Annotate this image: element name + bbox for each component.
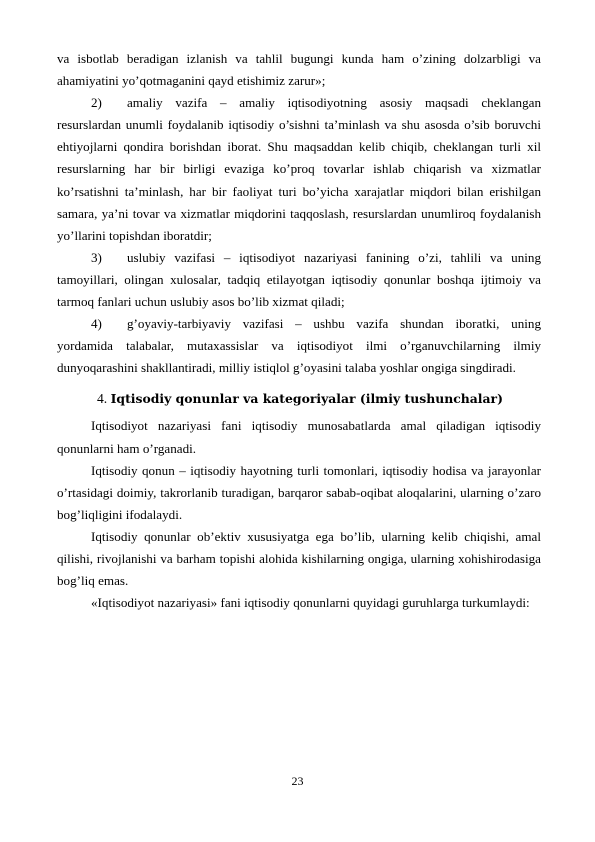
list-item-4	[57, 313, 541, 379]
list-item-text: amaliy vazifa – amaliy iqtisodiyotning asosiy maqsadi cheklangan resurslardan unumli foydalanib iqtisodiy o’sishni ta’minlash va shu asosda o’sib boruvchi ehtiyojlarni qondira borishdan iborat. Shu maqsaddan kelib chiqib, cheklangan turli xil resurslarning har bir birligi evaziga ko’proq tovarlar ishlab chiqarish va xizmatlar ko’rsatishni ta’minlash, har bir faoliyat turi bo’yicha xarajatlar miqdori bilan erishilgan samara, ya’ni tovar va xizmatlar miqdorini taqqoslash, resurslardan unumliroq foydalanish yo’llarini topishdan iboratdir;	[57, 95, 541, 243]
body-paragraph: «Iqtisodiyot nazariyasi» fani iqtisodiy qonunlarni quyidagi guruhlarga turkumlaydi:	[91, 595, 530, 611]
section-heading	[57, 389, 541, 409]
body-paragraph: Iqtisodiy qonun – iqtisodiy hayotning turli tomonlari, iqtisodiy hodisa va jarayonlar o’rtasidagi doimiy, takrorlanib turadigan, barqaror sabab-oqibat aloqalarini, ularning o’zaro bog’liqligini ifodalaydi.	[57, 462, 541, 522]
list-item-text: uslubiy vazifasi – iqtisodiyot nazariyasi fanining o’zi, tahlili va uning tamoyillari, olingan xulosalar, tadqiq etilayotgan iqtisodiy qonunlar boshqa ijtimoiy va tarmoq fanlari uchun uslubiy asos bo’lib xizmat qiladi;	[57, 249, 541, 310]
body-paragraph: Iqtisodiy qonunlar ob’ektiv xususiyatga ega bo’lib, ularning kelib chiqishi, amal qilishi, rivojlanishi va barham topishi alohida kishilarning ongiga, ularning xohishirodasiga bog’liq emas.	[57, 528, 541, 589]
list-item-number: 4)	[91, 316, 102, 332]
list-item-3	[57, 247, 541, 313]
list-item-number: 3)	[91, 249, 102, 265]
section-number: 4.	[97, 391, 108, 407]
list-item-number: 2)	[91, 95, 102, 111]
list-item-2	[57, 92, 541, 247]
page-content	[57, 48, 541, 614]
body-paragraph: Iqtisodiyot nazariyasi fani iqtisodiy munosabatlarda amal qiladigan iqtisodiy qonunlarni ham o’rganadi.	[57, 418, 541, 456]
list-item-text: g’oyaviy-tarbiyaviy vazifasi – ushbu vazifa shundan iboratki, uning yordamida talabalar, mutaxassislar va iqtisodiyot ilmi o’rganuvchilarning ilmiy dunyoqarashini shakllantiradi, milliy istiqlol g’oyasini talaba yoshlar ongiga singdiradi.	[57, 316, 541, 376]
section-title: Iqtisodiy qonunlar va kategoriyalar (ilmiy tushunchalar)	[110, 391, 503, 407]
page-number: 23	[291, 774, 304, 788]
intro-continuation-paragraph: va isbotlab beradigan izlanish va tahlil bugungi kunda ham o’zining dolzarbligi va ahamiyatini yo’qotmaganini qayd etishimiz zarur»;	[57, 51, 541, 89]
